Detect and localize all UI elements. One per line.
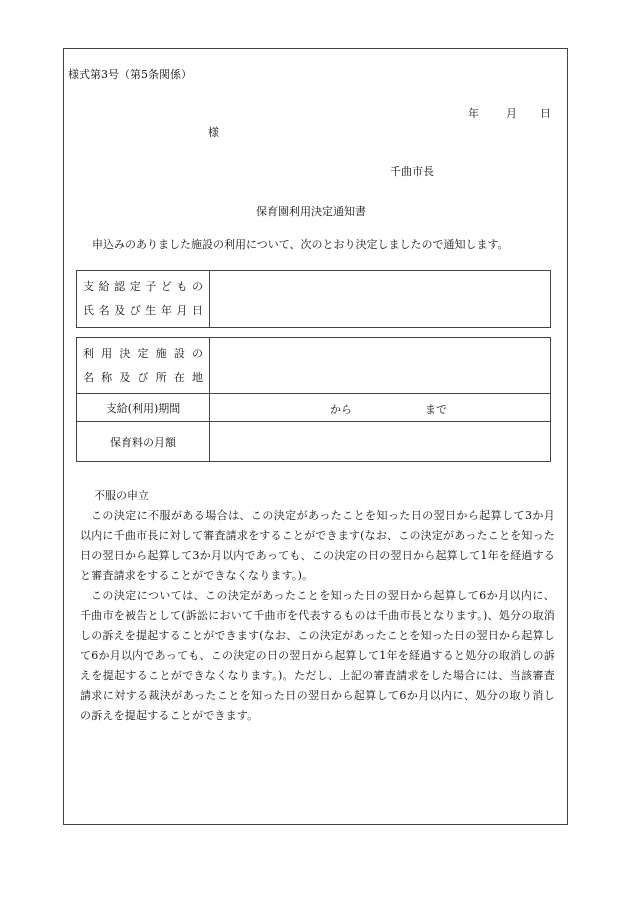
period-label-cell: 支給(利用)期間 [77,394,210,422]
facility-label-line2: 名称及び所在地 [83,370,203,384]
fee-value-cell [210,422,551,462]
child-label-cell [77,271,210,328]
appeal-paragraph-1: この決定に不服がある場合は、この決定があったことを知った日の翌日から起算して3か月以内に千曲市長に対して審査請求をすることができます(なお、この決定があったことを知った日の翌日から起算して3か月以内であっても、この決定の日の翌日から起算して1年を経過すると審査請求をすることができなくなります。)。 [80,509,555,582]
appeal-section [80,486,555,726]
date-day: 日 [540,107,551,120]
addressee-suffix: 様 [208,126,219,139]
appeal-paragraph-2: この決定については、この決定があったことを知った日の翌日から起算して6か月以内に、千曲市を被告として(訴訟において千曲市を代表するものは千曲市長となります。)、処分の取消しの訴えを提起することができます(なお、この決定があったことを知った日の翌日から起算して6か月以内であっても、この決定の日の翌日から起算して1年を経過すると処分の取消しの訴えを提起することができなくなります。)。ただし、上記の審査請求をした場合には、当該審査請求に対する裁決があったことを知った日の翌日から起算して6か月以内に、処分の取り消しの訴えを提起することができます。 [80,589,555,722]
appeal-heading: 不服の申立 [94,489,149,502]
document-title: 保育園利用決定通知書 [256,205,366,218]
issuer: 千曲市長 [390,165,434,178]
form-number: 様式第3号（第5条関係） [68,68,192,81]
intro-text: 申込みのありました施設の利用について、次のとおり決定しましたので通知します。 [92,238,509,251]
child-label-line1: 支給認定子どもの [83,280,203,293]
date-year: 年 [468,107,479,120]
child-label-line2: 氏名及び生年月日 [83,304,203,317]
fee-label-cell: 保育料の月額 [77,422,210,462]
facility-label-line1: 利用決定施設の [83,346,203,360]
period-to: まで [425,402,447,416]
date-month: 月 [506,107,517,120]
period-from: から [330,402,352,416]
facility-table [76,337,551,462]
period-value-cell [210,394,551,422]
child-value-cell [210,271,551,328]
facility-label-cell [77,338,210,394]
facility-value-cell [210,338,551,394]
child-info-table [76,270,551,328]
